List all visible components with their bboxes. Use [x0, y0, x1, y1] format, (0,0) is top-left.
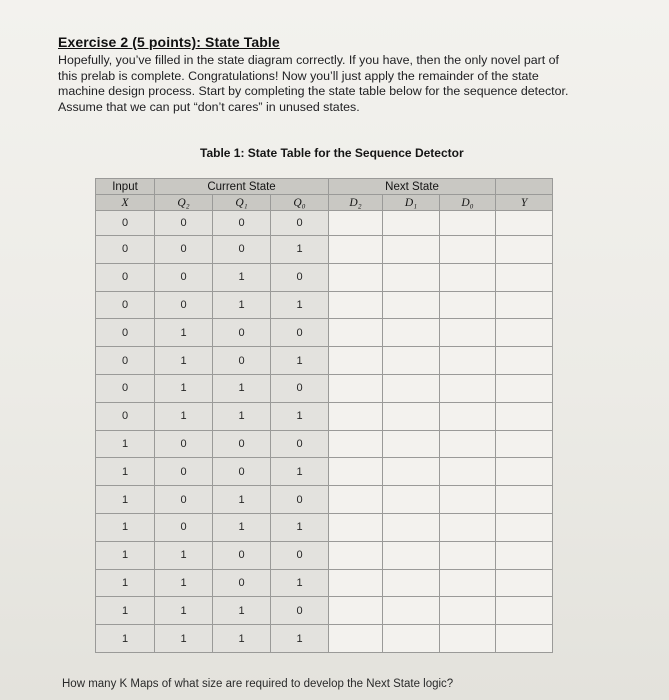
- d1-entry-cell[interactable]: [383, 486, 440, 514]
- d1-entry-cell[interactable]: [383, 597, 440, 625]
- y-entry-cell[interactable]: [496, 236, 553, 264]
- table-row: [96, 597, 553, 625]
- q0-cell: 0: [271, 597, 329, 625]
- y-entry-cell[interactable]: [496, 486, 553, 514]
- d2-entry-cell[interactable]: [329, 319, 383, 347]
- q1-cell: 1: [213, 513, 271, 541]
- table-caption: Table 1: State Table for the Sequence Detector: [200, 146, 464, 160]
- q1-cell: 1: [213, 374, 271, 402]
- d2-entry-cell[interactable]: [329, 211, 383, 236]
- d2-entry-cell[interactable]: [329, 458, 383, 486]
- d2-entry-cell[interactable]: [329, 263, 383, 291]
- table-row: [96, 211, 553, 236]
- d1-entry-cell[interactable]: [383, 625, 440, 653]
- q2-cell: 1: [155, 374, 213, 402]
- table-row: [96, 513, 553, 541]
- d0-entry-cell[interactable]: [440, 263, 496, 291]
- state-table-body: [96, 211, 553, 653]
- q2-cell: 0: [155, 211, 213, 236]
- input-x-cell: 1: [96, 625, 155, 653]
- d0-entry-cell[interactable]: [440, 291, 496, 319]
- table-row: [96, 347, 553, 375]
- y-entry-cell[interactable]: [496, 625, 553, 653]
- table-row: [96, 319, 553, 347]
- q1-cell: 1: [213, 486, 271, 514]
- intro-line: this prelab is complete. Congratulations! Now you’ll just apply the remainder of the state: [58, 68, 539, 83]
- y-entry-cell[interactable]: [496, 211, 553, 236]
- column-header-q2: Q₂: [155, 195, 213, 211]
- d1-entry-cell[interactable]: [383, 402, 440, 430]
- y-entry-cell[interactable]: [496, 430, 553, 458]
- q1-cell: 0: [213, 319, 271, 347]
- d0-entry-cell[interactable]: [440, 319, 496, 347]
- q2-cell: 0: [155, 291, 213, 319]
- q1-cell: 1: [213, 625, 271, 653]
- q2-cell: 0: [155, 236, 213, 264]
- q0-cell: 1: [271, 625, 329, 653]
- table-row: [96, 402, 553, 430]
- input-group-header: Input: [96, 179, 155, 195]
- d0-entry-cell[interactable]: [440, 513, 496, 541]
- q0-cell: 0: [271, 486, 329, 514]
- output-group-header: [496, 179, 553, 195]
- y-entry-cell[interactable]: [496, 263, 553, 291]
- q0-cell: 0: [271, 319, 329, 347]
- d2-entry-cell[interactable]: [329, 541, 383, 569]
- q2-cell: 0: [155, 513, 213, 541]
- y-entry-cell[interactable]: [496, 374, 553, 402]
- table-row: [96, 291, 553, 319]
- q2-cell: 1: [155, 319, 213, 347]
- d2-entry-cell[interactable]: [329, 291, 383, 319]
- y-entry-cell[interactable]: [496, 569, 553, 597]
- y-entry-cell[interactable]: [496, 319, 553, 347]
- d1-entry-cell[interactable]: [383, 374, 440, 402]
- y-entry-cell[interactable]: [496, 347, 553, 375]
- intro-paragraph: [58, 53, 618, 115]
- d2-entry-cell[interactable]: [329, 597, 383, 625]
- d0-entry-cell[interactable]: [440, 347, 496, 375]
- q2-cell: 0: [155, 430, 213, 458]
- q2-cell: 0: [155, 486, 213, 514]
- input-x-cell: 1: [96, 458, 155, 486]
- d0-entry-cell[interactable]: [440, 486, 496, 514]
- table-row: [96, 541, 553, 569]
- d0-entry-cell[interactable]: [440, 625, 496, 653]
- q0-cell: 1: [271, 569, 329, 597]
- q2-cell: 1: [155, 402, 213, 430]
- table-row: [96, 625, 553, 653]
- input-x-cell: 1: [96, 541, 155, 569]
- d1-entry-cell[interactable]: [383, 569, 440, 597]
- d2-entry-cell[interactable]: [329, 430, 383, 458]
- q1-cell: 1: [213, 597, 271, 625]
- k-map-question: How many K Maps of what size are required to develop the Next State logic?: [62, 678, 454, 690]
- d1-entry-cell[interactable]: [383, 347, 440, 375]
- d0-entry-cell[interactable]: [440, 402, 496, 430]
- q1-cell: 0: [213, 458, 271, 486]
- d1-entry-cell[interactable]: [383, 458, 440, 486]
- q1-cell: 1: [213, 291, 271, 319]
- input-x-cell: 0: [96, 319, 155, 347]
- input-x-cell: 1: [96, 513, 155, 541]
- column-header-d1: D₁: [383, 195, 440, 211]
- d2-entry-cell[interactable]: [329, 625, 383, 653]
- intro-line: Hopefully, you’ve filled in the state diagram correctly. If you have, then the only novel part of: [58, 53, 559, 67]
- q1-cell: 0: [213, 347, 271, 375]
- d0-entry-cell[interactable]: [440, 597, 496, 625]
- q0-cell: 1: [271, 402, 329, 430]
- d0-entry-cell[interactable]: [440, 430, 496, 458]
- d1-entry-cell[interactable]: [383, 291, 440, 319]
- table-row: [96, 236, 553, 264]
- d2-entry-cell[interactable]: [329, 402, 383, 430]
- q0-cell: 1: [271, 236, 329, 264]
- d0-entry-cell[interactable]: [440, 374, 496, 402]
- input-x-cell: 0: [96, 347, 155, 375]
- d2-entry-cell[interactable]: [329, 236, 383, 264]
- q1-cell: 1: [213, 263, 271, 291]
- input-x-cell: 0: [96, 236, 155, 264]
- column-header-d2: D₂: [329, 195, 383, 211]
- d2-entry-cell[interactable]: [329, 569, 383, 597]
- q0-cell: 0: [271, 430, 329, 458]
- q1-cell: 0: [213, 430, 271, 458]
- q2-cell: 0: [155, 263, 213, 291]
- input-x-cell: 0: [96, 374, 155, 402]
- column-header-q0: Q₀: [271, 195, 329, 211]
- intro-line: Assume that we can put “don’t cares” in unused states.: [58, 99, 360, 114]
- intro-line: machine design process. Start by completing the state table below for the sequence detector.: [58, 84, 569, 99]
- q1-cell: 0: [213, 236, 271, 264]
- table-row: [96, 263, 553, 291]
- table-row: [96, 458, 553, 486]
- column-header-q1: Q₁: [213, 195, 271, 211]
- q1-cell: 0: [213, 569, 271, 597]
- d1-entry-cell[interactable]: [383, 263, 440, 291]
- d2-entry-cell[interactable]: [329, 347, 383, 375]
- column-header-x: X: [96, 195, 155, 211]
- y-entry-cell[interactable]: [496, 402, 553, 430]
- input-x-cell: 1: [96, 430, 155, 458]
- d0-entry-cell[interactable]: [440, 458, 496, 486]
- q1-cell: 0: [213, 211, 271, 236]
- y-entry-cell[interactable]: [496, 541, 553, 569]
- d0-entry-cell[interactable]: [440, 569, 496, 597]
- y-entry-cell[interactable]: [496, 597, 553, 625]
- q0-cell: 0: [271, 541, 329, 569]
- table-row: [96, 374, 553, 402]
- table-column-header-row: [96, 195, 553, 211]
- input-x-cell: 0: [96, 402, 155, 430]
- exercise-title: Exercise 2 (5 points): State Table: [58, 34, 280, 50]
- d1-entry-cell[interactable]: [383, 513, 440, 541]
- q2-cell: 1: [155, 625, 213, 653]
- d1-entry-cell[interactable]: [383, 430, 440, 458]
- d0-entry-cell[interactable]: [440, 211, 496, 236]
- table-group-header-row: [96, 179, 553, 195]
- d1-entry-cell[interactable]: [383, 319, 440, 347]
- state-table: [95, 178, 553, 653]
- d1-entry-cell[interactable]: [383, 211, 440, 236]
- q1-cell: 0: [213, 541, 271, 569]
- input-x-cell: 0: [96, 291, 155, 319]
- q0-cell: 1: [271, 291, 329, 319]
- current-state-group-header: Current State: [155, 179, 329, 195]
- column-header-y: Y: [496, 195, 553, 211]
- d1-entry-cell[interactable]: [383, 236, 440, 264]
- q2-cell: 1: [155, 347, 213, 375]
- q0-cell: 0: [271, 211, 329, 236]
- q2-cell: 1: [155, 597, 213, 625]
- table-row: [96, 569, 553, 597]
- column-header-d0: D₀: [440, 195, 496, 211]
- d0-entry-cell[interactable]: [440, 236, 496, 264]
- q2-cell: 1: [155, 569, 213, 597]
- q0-cell: 0: [271, 374, 329, 402]
- d2-entry-cell[interactable]: [329, 513, 383, 541]
- q1-cell: 1: [213, 402, 271, 430]
- q2-cell: 1: [155, 541, 213, 569]
- d2-entry-cell[interactable]: [329, 486, 383, 514]
- d2-entry-cell[interactable]: [329, 374, 383, 402]
- q0-cell: 0: [271, 263, 329, 291]
- d1-entry-cell[interactable]: [383, 541, 440, 569]
- input-x-cell: 1: [96, 569, 155, 597]
- table-row: [96, 486, 553, 514]
- table-row: [96, 430, 553, 458]
- q0-cell: 1: [271, 347, 329, 375]
- next-state-group-header: Next State: [329, 179, 496, 195]
- input-x-cell: 0: [96, 263, 155, 291]
- y-entry-cell[interactable]: [496, 513, 553, 541]
- input-x-cell: 1: [96, 597, 155, 625]
- q0-cell: 1: [271, 513, 329, 541]
- input-x-cell: 1: [96, 486, 155, 514]
- y-entry-cell[interactable]: [496, 458, 553, 486]
- input-x-cell: 0: [96, 211, 155, 236]
- q0-cell: 1: [271, 458, 329, 486]
- q2-cell: 0: [155, 458, 213, 486]
- d0-entry-cell[interactable]: [440, 541, 496, 569]
- y-entry-cell[interactable]: [496, 291, 553, 319]
